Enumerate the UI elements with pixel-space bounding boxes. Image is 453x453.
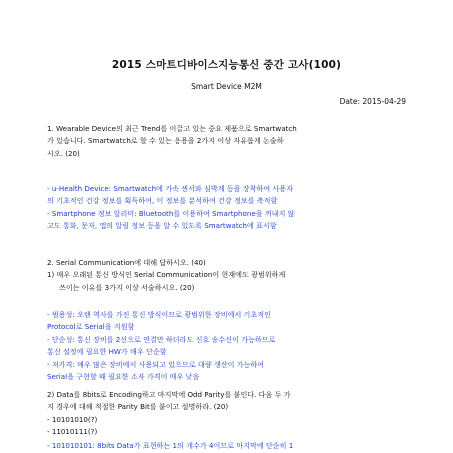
text-line: 쓰이는 이유를 3가지 이상 서술하시오. (20) [59,282,195,292]
answer-line: - 범용성: 오랜 역사를 가진 통신 방식이므로 광범위한 장비에서 기초적인 [47,310,271,319]
question-1-answer [47,183,412,233]
question-2-2-prompt [47,389,412,439]
question-2-prompt [47,257,412,294]
answer-line: 의 기초적인 건강 정보를 획득하여, 이 정보를 분석하여 건강 정보를 축적함 [47,196,278,206]
answer-line: 통신 설정에 필요한 HW가 매우 단순함 [47,347,167,357]
answer-line: - 저가격: 매우 많은 장비에서 사용되고 있으므로 대량 생산이 가능하여 [47,359,265,369]
text-line: - 11010111(?) [47,427,98,437]
answer-line: - 단순성: 통신 장비를 2선으로 연결만 하더라도 신호 송수신이 가능하므로 [47,334,276,344]
text-line: 시오. (20) [47,148,80,158]
text-line: 가 있습니다. Smartwatch로 할 수 있는 응용을 2가지 이상 자유롭게 논술하 [47,136,284,146]
question-1-prompt [47,123,412,160]
text-line: 1. Wearable Device의 최근 Trend를 이끌고 있는 중요 제품으로 Smartwatch [47,124,297,133]
exam-date: Date: 2015-04-29 [339,97,406,106]
answer-line: Serial을 구현할 때 필요한 소자 가격이 매우 낮음 [47,372,200,382]
answer-line: - Smartphone 정보 알리미: Bluetooth를 이용하여 Smartphone을 꺼내지 않 [47,208,295,218]
answer-line: - u-Health Device: Smartwatch에 가속 센서와 심박계 등을 장착하여 사용자 [47,184,293,193]
answer-line: Protocol로 Serial을 지원함 [47,322,135,332]
text-line: 2) Data를 8bits로 Encoding하고 마지막에 Odd Parity를 붙인다. 다음 두 가 [47,390,291,399]
text-line: - 10101010(?) [47,414,98,424]
text-line: 2. Serial Communication에 대해 답하시오. (40) [47,258,206,267]
answer-line: - 101010101: 8bits Data가 표현하는 1의 개수가 4이므로 마지막에 단순히 1 [47,441,294,450]
text-line: 지 경우에 대해 적절한 Parity Bit를 붙이고 설명하라. (20) [47,402,229,412]
text-line: 1) 매우 오래된 통신 방식인 Serial Communication이 현재에도 광범위하게 [47,270,286,280]
question-2-1-answer [47,309,412,383]
page-title: 2015 스마트디바이스지능통신 중간 고사(100) [111,59,342,71]
page-subtitle: Smart Device M2M [191,82,262,91]
question-2-2-answer [47,440,412,452]
answer-line: 고도 통화, 문자, 앱의 알림 정보 등을 알 수 있도록 Smartwatch에 표시함 [47,221,277,231]
